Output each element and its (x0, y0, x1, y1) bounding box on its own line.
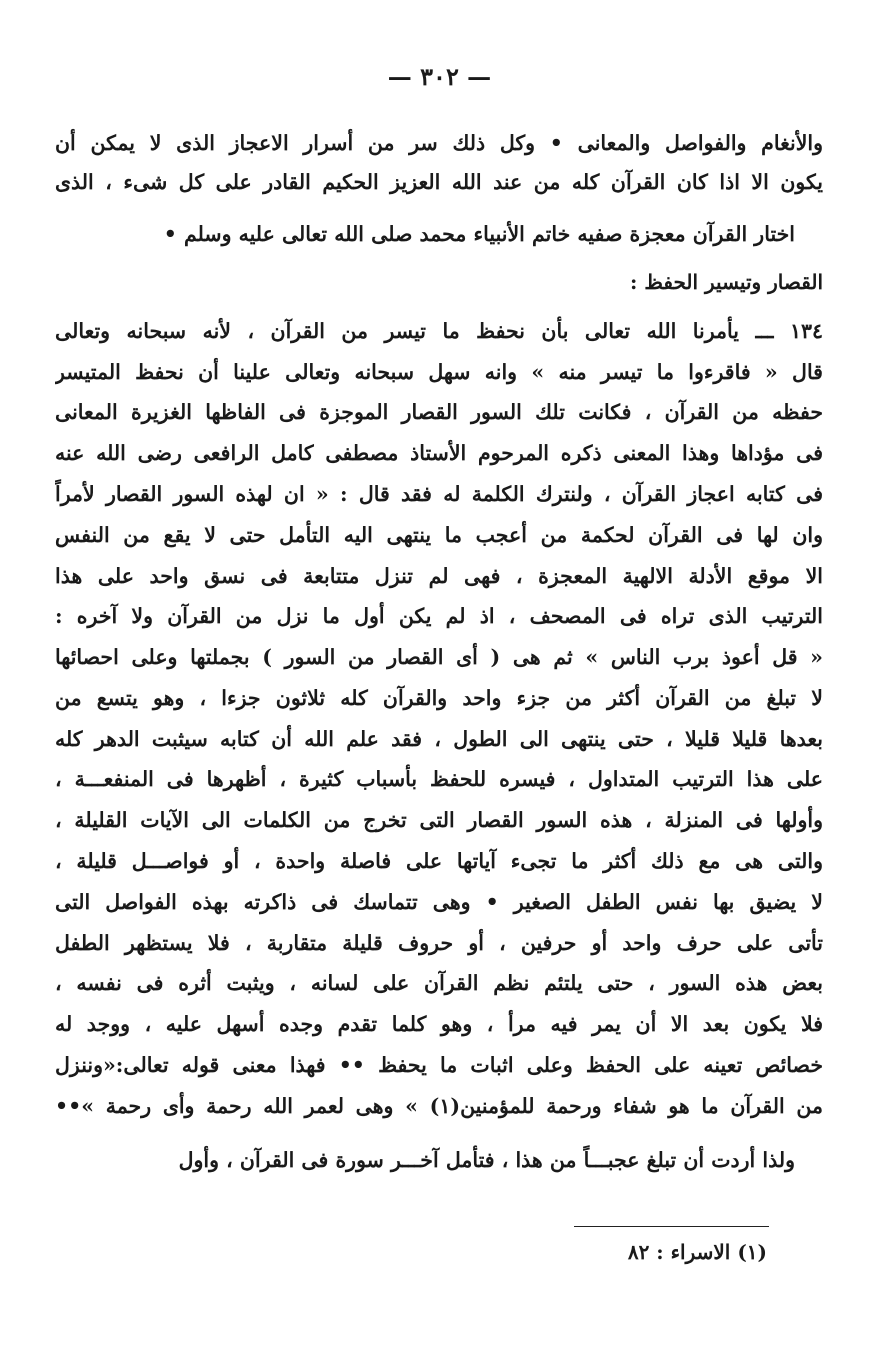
text-line: يكون الا اذا كان القرآن كله من عند الله العزيز الحكيم القادر على كل شىء ، الذى (55, 170, 823, 194)
footnote: (١) الاسراء : ٨٢ (627, 1240, 767, 1264)
text-line: فى كتابه اعجاز القرآن ، ولنترك الكلمة له فقد قال : « ان لهذه السور القصار لأمراً (55, 482, 823, 506)
text-line: بعدها قليلا قليلا ، حتى ينتهى الى الطول ، فقد علم الله أن كتابه سيثبت الدهر كله (55, 727, 823, 751)
section-heading: القصار وتيسير الحفظ : (630, 270, 823, 294)
text-line: خصائص تعينه على الحفظ وعلى اثبات ما يحفظ •• فهذا معنى قوله تعالى:«وننزل (55, 1053, 823, 1077)
text-line: حفظه من القرآن ، فكانت تلك السور القصار الموجزة فى الفاظها الغزيرة المعانى (55, 400, 823, 424)
text-line: على هذا الترتيب المتداول ، فيسره للحفظ بأسباب كثيرة ، أظهرها فى المنفعـــة ، (55, 767, 823, 791)
text-line: والتى هى مع ذلك أكثر ما تجىء آياتها على فاصلة واحدة ، أو فواصـــل قليلة ، (55, 849, 823, 873)
text-line: قال « فاقرءوا ما تيسر منه » وانه سهل سبحانه وتعالى علينا أن نحفظ المتيسر (55, 360, 823, 384)
page-number: — ٣٠٢ — (387, 62, 492, 91)
text-line: ١٣٤ ـــ يأمرنا الله تعالى بأن نحفظ ما تيسر من القرآن ، لأنه سبحانه وتعالى (55, 319, 823, 343)
text-line: والأنغام والفواصل والمعانى • وكل ذلك سر من أسرار الاعجاز الذى لا يمكن أن (55, 131, 823, 155)
text-line: بعض هذه السور ، حتى يلتئم نظم القرآن على لسانه ، ويثبت أثره فى نفسه ، (55, 971, 823, 995)
text-line: ولذا أردت أن تبلغ عجبـــاً من هذا ، فتأمل آخـــر سورة فى القرآن ، وأول (178, 1148, 795, 1172)
text-line: فلا يكون بعد الا أن يمر فيه مرأ ، وهو كلما تقدم وجده أسهل عليه ، ووجد له (55, 1012, 823, 1036)
text-line: تأتى على حرف واحد أو حرفين ، أو حروف قليلة متقاربة ، فلا يستظهر الطفل (55, 931, 823, 955)
text-line: اختار القرآن معجزة صفيه خاتم الأنبياء محمد صلى الله تعالى عليه وسلم • (163, 222, 795, 246)
text-line: لا تبلغ من القرآن أكثر من جزء واحد والقرآن كله ثلاثون جزءا ، وهو يتسع من (55, 686, 823, 710)
text-line: فى مؤداها وهذا المعنى ذكره المرحوم الأستاذ مصطفى كامل الرافعى رضى الله عنه (55, 441, 823, 465)
text-line: « قل أعوذ برب الناس » ثم هى ( أى القصار من السور ) بجملتها وعلى احصائها (55, 645, 823, 669)
text-line: الا موقع الأدلة الالهية المعجزة ، فهى لم تنزل متتابعة فى نسق واحد على هذا (55, 564, 823, 588)
text-line: وان لها فى القرآن لحكمة من أعجب ما ينتهى اليه التأمل حتى لا يقع من النفس (55, 523, 823, 547)
text-line: الترتيب الذى تراه فى المصحف ، اذ لم يكن أول ما نزل من القرآن ولا آخره : (55, 604, 823, 628)
text-line: وأولها فى المنزلة ، هذه السور القصار التى تخرج من الكلمات الى الآيات القليلة ، (55, 808, 823, 832)
text-line: لا يضيق بها نفس الطفل الصغير • وهى تتماسك فى ذاكرته بهذه الفواصل التى (55, 890, 823, 914)
footnote-divider (574, 1226, 769, 1227)
text-line: من القرآن ما هو شفاء ورحمة للمؤمنين(١) » وهى لعمر الله رحمة وأى رحمة »•• (55, 1094, 823, 1118)
